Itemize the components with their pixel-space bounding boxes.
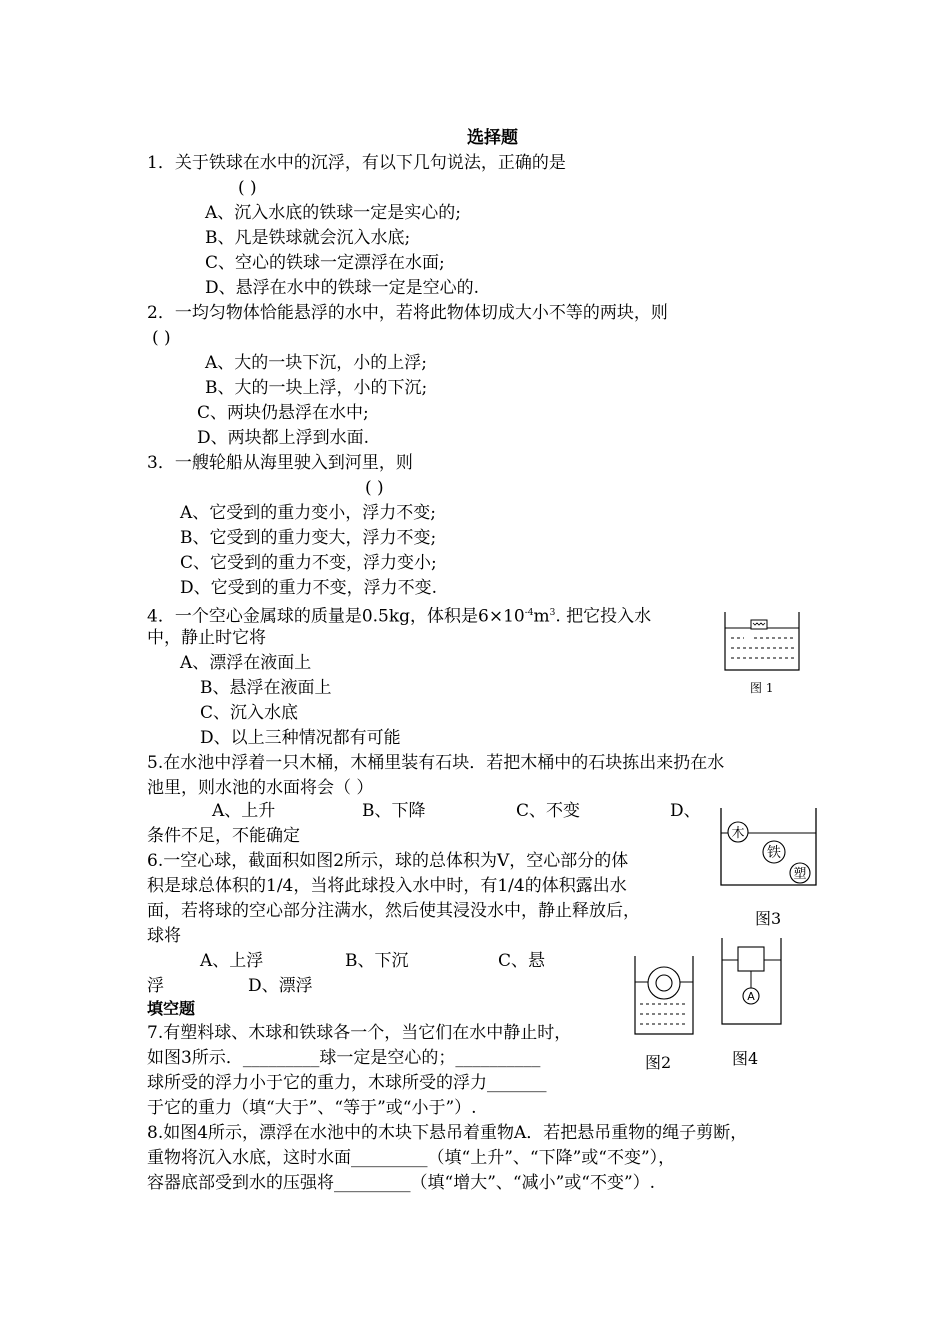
q8-line3: 容器底部受到水的压强将_________（填“增大”、“减小”或“不变”）. bbox=[147, 1173, 656, 1193]
q6-line1: 6.一空心球，截面积如图2所示，球的总体积为V，空心部分的体 bbox=[147, 851, 629, 871]
q4-option-c: C、沉入水底 bbox=[200, 703, 299, 723]
q5-option-d: D、 bbox=[670, 801, 701, 821]
q5-option-a: A、上升 bbox=[212, 801, 276, 821]
q2-answer-paren: ( ) bbox=[152, 328, 171, 348]
q1-option-a: A、沉入水底的铁球一定是实心的; bbox=[205, 203, 462, 223]
figure-4-caption: 图4 bbox=[732, 1049, 759, 1068]
q4-option-b: B、悬浮在液面上 bbox=[200, 678, 332, 698]
q6-line4: 球将 bbox=[147, 926, 181, 946]
wood-ball-label: 木 bbox=[731, 826, 745, 841]
page-title: 选择题 bbox=[467, 128, 518, 148]
q6-option-b: B、下沉 bbox=[345, 951, 409, 971]
q1-stem: 1．关于铁球在水中的沉浮，有以下几句说法，正确的是 bbox=[147, 153, 566, 173]
q3-option-a: A、它受到的重力变小，浮力不变; bbox=[180, 503, 437, 523]
q4-option-a: A、漂浮在液面上 bbox=[180, 653, 312, 673]
iron-ball-label: 铁 bbox=[767, 845, 781, 861]
q3-option-c: C、它受到的重力不变，浮力变小; bbox=[180, 553, 437, 573]
figure-3-balls-diagram bbox=[718, 808, 820, 888]
q7-line2: 如图3所示．_________球一定是空心的；__________ bbox=[147, 1048, 541, 1068]
wood-block-icon bbox=[738, 947, 764, 971]
q2-option-c: C、两块仍悬浮在水中; bbox=[197, 403, 369, 423]
q1-option-c: C、空心的铁球一定漂浮在水面; bbox=[205, 253, 445, 273]
q1-answer-paren: ( ) bbox=[238, 178, 257, 198]
q8-line2: 重物将沉入水底，这时水面_________（填“上升”、“下降”或“不变”）， bbox=[147, 1148, 676, 1168]
q3-stem: 3．一艘轮船从海里驶入到河里，则 bbox=[147, 453, 413, 473]
q4-stem-cont: 中，静止时它将 bbox=[147, 628, 266, 648]
q6-line3: 面，若将球的空心部分注满水，然后使其浸没水中，静止释放后， bbox=[147, 901, 640, 921]
q1-option-b: B、凡是铁球就会沉入水底; bbox=[205, 228, 411, 248]
q7-line3: 球所受的浮力小于它的重力，木球所受的浮力_______ bbox=[147, 1073, 547, 1093]
q2-option-b: B、大的一块上浮，小的下沉; bbox=[205, 378, 428, 398]
figure-1-container-diagram bbox=[722, 612, 804, 674]
q6-line2: 积是球总体积的1/4，当将此球投入水中时，有1/4的体积露出水 bbox=[147, 876, 627, 896]
plastic-ball-label: 塑 bbox=[793, 867, 807, 882]
q6-option-a: A、上浮 bbox=[200, 951, 264, 971]
hollow-ball-inner-icon bbox=[656, 975, 672, 991]
q6-option-c: C、悬 bbox=[498, 951, 546, 971]
figure-1-caption: 图 1 bbox=[750, 681, 774, 695]
q1-option-d: D、悬浮在水中的铁球一定是空心的. bbox=[205, 278, 480, 298]
q5-option-c: C、不变 bbox=[516, 801, 581, 821]
q2-option-a: A、大的一块下沉，小的上浮; bbox=[205, 353, 428, 373]
q4-option-d: D、以上三种情况都有可能 bbox=[200, 728, 401, 748]
q4-stem: 4．一个空心金属球的质量是0.5kg，体积是$6\times 10^{-4}m^3$. 把它投入水 bbox=[147, 606, 652, 627]
q6-line6: 浮 bbox=[147, 976, 164, 996]
q8-line1: 8.如图4所示，漂浮在水池中的木块下悬吊着重物A．若把悬吊重物的绳子剪断， bbox=[147, 1123, 748, 1143]
q7-line4: 于它的重力（填“大于”、“等于”或“小于”）. bbox=[147, 1098, 477, 1118]
weight-a-label: A bbox=[747, 990, 755, 1003]
q5-line4: 条件不足，不能确定 bbox=[147, 826, 300, 846]
q6-option-d: D、漂浮 bbox=[248, 976, 313, 996]
q3-option-d: D、它受到的重力不变，浮力不变. bbox=[180, 578, 438, 598]
figure-2-caption: 图2 bbox=[645, 1053, 672, 1072]
q3-answer-paren: ( ) bbox=[365, 478, 384, 498]
q2-stem: 2．一均匀物体恰能悬浮的水中，若将此物体切成大小不等的两块，则 bbox=[147, 303, 668, 323]
q5-line2: 池里，则水池的水面将会（ ） bbox=[147, 778, 374, 798]
section-fill-in-title: 填空题 bbox=[147, 999, 196, 1018]
figure-4-suspended-weight-diagram bbox=[719, 938, 785, 1028]
q5-line1: 5.在水池中浮着一只木桶，木桶里装有石块．若把木桶中的石块拣出来扔在水 bbox=[147, 753, 725, 773]
figure-2-hollow-ball-diagram bbox=[632, 956, 696, 1036]
figure-3-caption: 图3 bbox=[755, 909, 782, 928]
q5-option-b: B、下降 bbox=[362, 801, 426, 821]
q2-option-d: D、两块都上浮到水面. bbox=[197, 428, 370, 448]
q7-line1: 7.有塑料球、木球和铁球各一个，当它们在水中静止时， bbox=[147, 1023, 572, 1043]
q3-option-b: B、它受到的重力变大，浮力不变; bbox=[180, 528, 437, 548]
